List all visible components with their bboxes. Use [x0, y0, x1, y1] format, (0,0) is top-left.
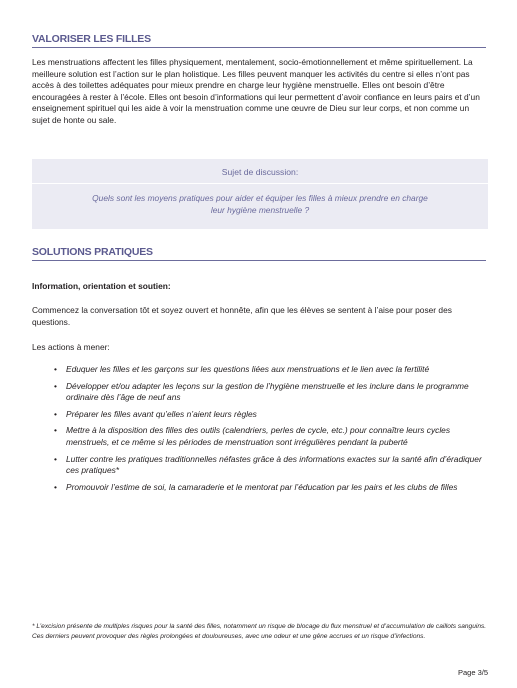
actions-list: [54, 364, 488, 498]
actions-label: Les actions à mener:: [32, 342, 110, 352]
subheading-information: Information, orientation et soutien:: [32, 281, 171, 291]
section-heading-valoriser: VALORISER LES FILLES: [32, 33, 486, 48]
bullet-icon: •: [54, 408, 57, 419]
bullet-icon: •: [54, 453, 57, 464]
list-item: [54, 425, 488, 448]
list-item-text: Eduquer les filles et les garçons sur les questions liées aux menstruations et le lien avec la fertilité: [66, 364, 430, 374]
list-item-text: Lutter contre les pratiques traditionnelles néfastes grâce à des informations exactes sur la santé afin d’éradiquer ces pratiques*: [66, 453, 482, 476]
list-item: [54, 482, 488, 494]
intro-paragraph: Les menstruations affectent les filles physiquement, mentalement, socio-émotionnellement et même spirituellement. La meilleure solution est l’action sur le plan holistique. Les filles peuvent manquer les activités du centre si elles n’ont pas accès à des toilettes adéquates pour mieux prendre en charge leur hygiène menstruelle. Elles ont besoin d’être encouragées à rester à l’école. Elles ont besoin d’informations qui leur permettent d’avoir confiance en leurs pairs et d’un enseignement spirituel qui les aide à voir la menstruation comme une œuvre de Dieu sur leur corps, et non comme un sujet de honte ou sale.: [32, 57, 480, 125]
conversation-paragraph: Commencez la conversation tôt et soyez ouvert et honnête, afin que les élèves se sentent à l’aise pour poser des questions.: [32, 305, 452, 327]
list-item-text: Développer et/ou adapter les leçons sur la gestion de l’hygiène menstruelle et les inclure dans le programme ordinaire dès l’âge de neuf ans: [66, 380, 469, 403]
discussion-divider: [32, 183, 488, 184]
discussion-title: Sujet de discussion:: [221, 167, 299, 177]
list-item: [54, 454, 488, 477]
page-number: Page 3/5: [457, 668, 488, 677]
bullet-icon: •: [54, 481, 57, 492]
discussion-question: Quels sont les moyens pratiques pour aider et équiper les filles à mieux prendre en charge leur hygiène menstruelle ?: [92, 193, 428, 215]
bullet-icon: •: [54, 364, 57, 374]
list-item-text: Mettre à la disposition des filles des outils (calendriers, perles de cycle, etc.) pour connaître leurs cycles menstruels, et ce même si les périodes de menstruation sont irrégulières pendant la puberté: [66, 425, 451, 447]
list-item: [54, 409, 488, 421]
list-item: [54, 364, 488, 376]
discussion-box: [32, 159, 488, 229]
list-item: [54, 381, 488, 404]
bullet-icon: •: [54, 380, 57, 391]
list-item-text: Préparer les filles avant qu’elles n’aient leurs règles: [66, 408, 257, 419]
bullet-icon: •: [54, 425, 57, 436]
section-heading-solutions: SOLUTIONS PRATIQUES: [32, 246, 486, 261]
list-item-text: Promouvoir l’estime de soi, la camaraderie et le mentorat par l’éducation par les pairs et les clubs de filles: [66, 481, 458, 492]
footnote: * L’excision présente de multiples risques pour la santé des filles, notamment un risque de blocage du flux menstruel et d’accumulation de caillots sanguins. Ces derniers peuvent provoquer des règles prolongées et douloureuses, avec une odeur et une gêne accrues et un risque d’infections.: [32, 623, 487, 640]
